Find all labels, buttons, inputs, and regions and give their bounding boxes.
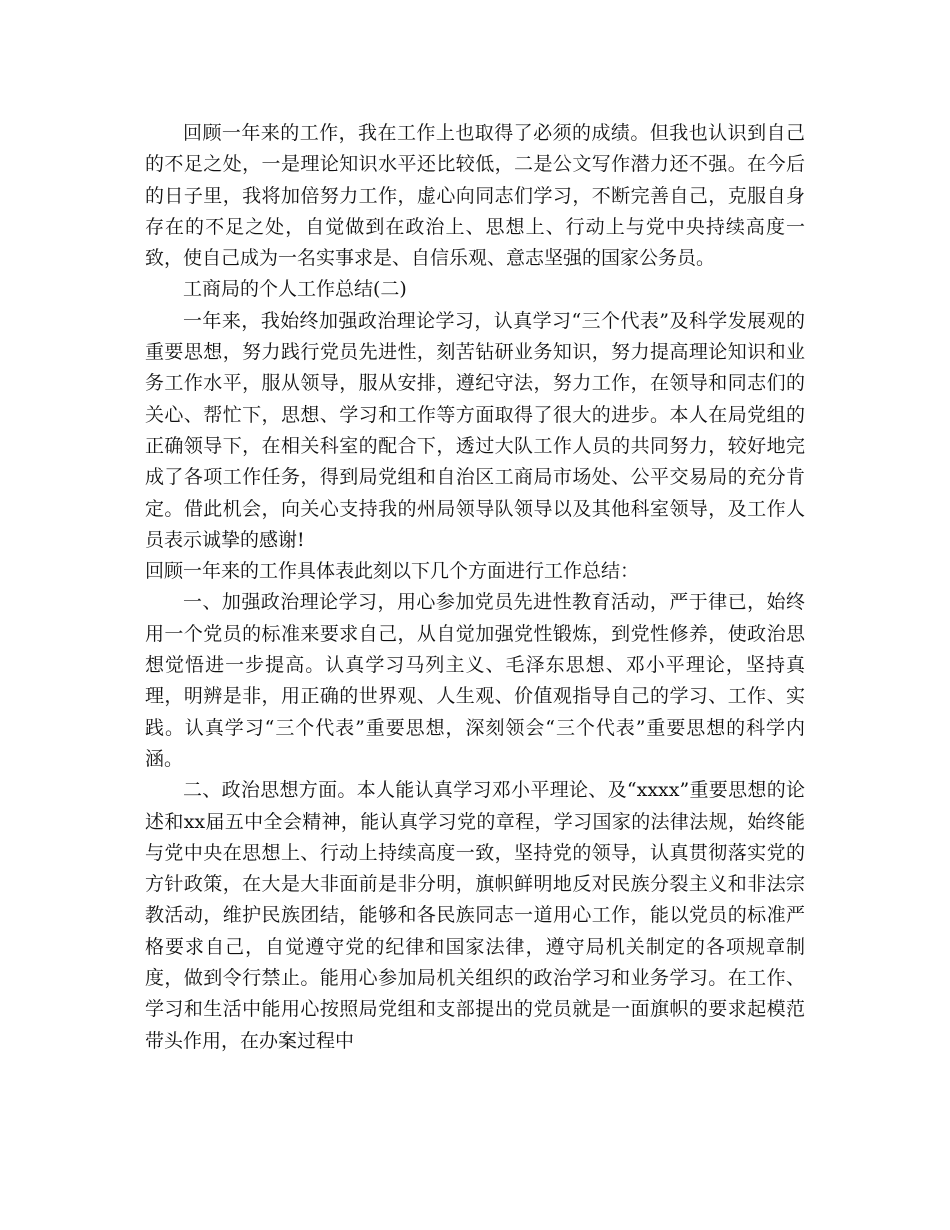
paragraph-point-two: 二、政治思想方面。本人能认真学习邓小平理论、及“xxxx”重要思想的论述和xx届五中全会精神，能认真学习党的章程，学习国家的法律法规，始终能与党中央在思想上、行动上持续高度一致，坚持党的领导，认真贯彻落实党的方针政策，在大是大非面前是非分明，旗帜鲜明地反对民族分裂主义和非法宗教活动，维护民族团结，能够和各民族同志一道用心工作，能以党员的标准严格要求自己，自觉遵守党的纪律和国家法律，遵守局机关制定的各项规章制度，做到令行禁止。能用心参加局机关组织的政治学习和业务学习。在工作、学习和生活中能用心按照局党组和支部提出的党员就是一面旗帜的要求起模范带头作用，在办案过程中 bbox=[145, 779, 805, 1052]
document-body bbox=[145, 118, 805, 1057]
paragraph-intro: 一年来，我始终加强政治理论学习，认真学习“三个代表”及科学发展观的重要思想，努力践行党员先进性，刻苦钻研业务知识，努力提高理论知识和业务工作水平，服从领导，服从安排，遵纪守法，努力工作，在领导和同志们的关心、帮忙下，思想、学习和工作等方面取得了很大的进步。本人在局党组的正确领导下，在相关科室的配合下，透过大队工作人员的共同努力，较好地完成了各项工作任务，得到局党组和自治区工商局市场处、公平交易局的充分肯定。借此机会，向关心支持我的州局领导队领导以及其他科室领导，及工作人员表示诚挚的感谢! bbox=[145, 309, 805, 551]
section-heading: 工商局的个人工作总结(二) bbox=[183, 278, 407, 301]
paragraph-review-lead: 回顾一年来的工作具体表此刻以下几个方面进行工作总结： bbox=[145, 560, 640, 583]
paragraph-point-one: 一、加强政治理论学习，用心参加党员先进性教育活动，严于律已，始终用一个党员的标准来要求自己，从自觉加强党性锻炼，到党性修养，使政治思想觉悟进一步提高。认真学习马列主义、毛泽东思想、邓小平理论，坚持真理，明辨是非，用正确的世界观、人生观、价值观指导自己的学习、工作、实践。认真学习“三个代表”重要思想，深刻领会“三个代表”重要思想的科学内涵。 bbox=[145, 591, 805, 770]
paragraph-review-summary: 回顾一年来的工作，我在工作上也取得了必须的成绩。但我也认识到自己的不足之处，一是理论知识水平还比较低，二是公文写作潜力还不强。在今后的日子里，我将加倍努力工作，虚心向同志们学习，不断完善自己，克服自身存在的不足之处，自觉做到在政治上、思想上、行动上与党中央持续高度一致，使自己成为一名实事求是、自信乐观、意志坚强的国家公务员。 bbox=[145, 122, 805, 270]
